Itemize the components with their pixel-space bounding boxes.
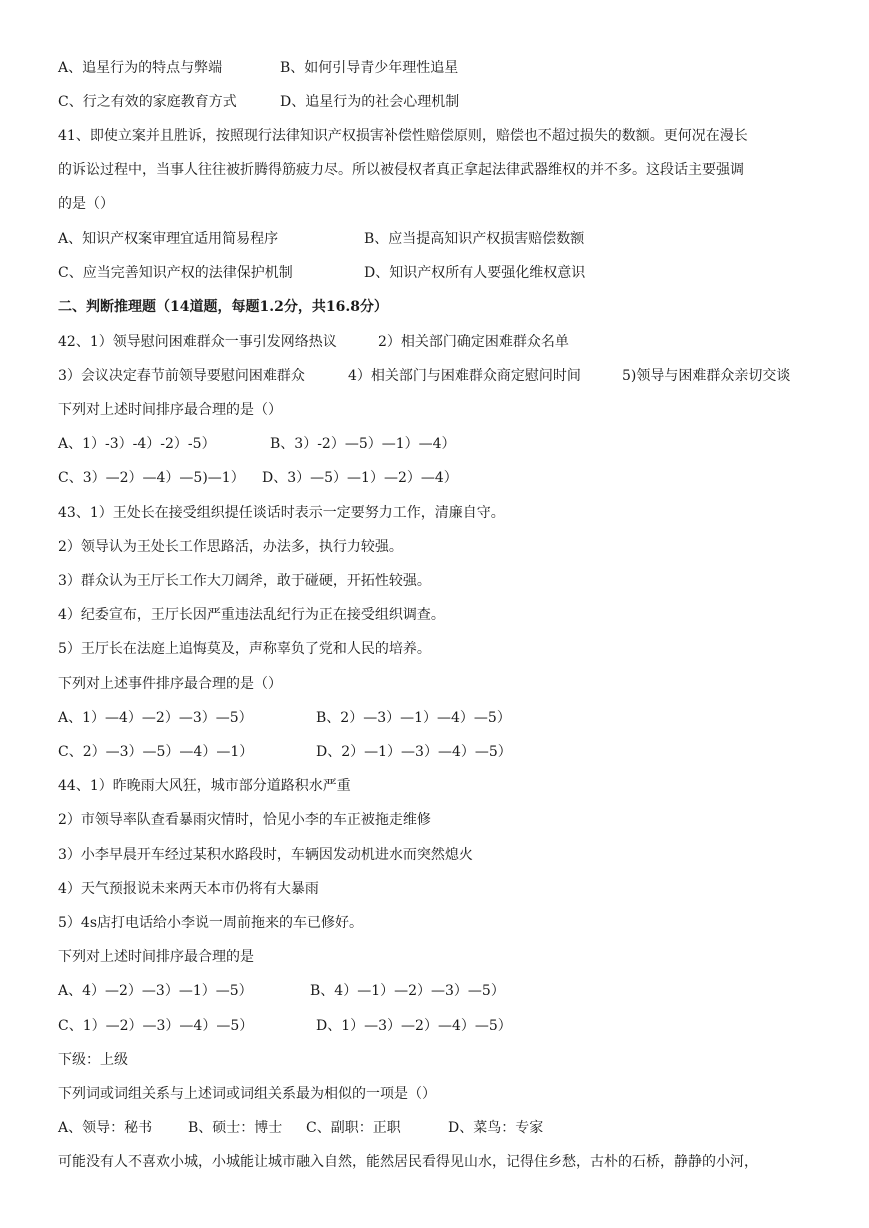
q42-line2a: 3）会议决定春节前领导要慰问困难群众 bbox=[58, 368, 305, 384]
q41-option-c: C、应当完善知识产权的法律保护机制 bbox=[58, 265, 293, 281]
q41-stem-line3: 的是（） bbox=[58, 196, 114, 212]
q43-statement-1: 43、1）王处长在接受组织提任谈话时表示一定要努力工作，清廉自守。 bbox=[58, 505, 505, 521]
q42-prompt: 下列对上述时间排序最合理的是（） bbox=[58, 402, 282, 418]
q42-option-b: B、3）-2）—5）—1）—4） bbox=[270, 436, 456, 452]
q45-option-d: D、菜鸟：专家 bbox=[448, 1120, 544, 1136]
q45-option-a: A、领导：秘书 bbox=[58, 1120, 153, 1136]
q45-word-pair: 下级：上级 bbox=[58, 1052, 128, 1068]
q43-option-a: A、1）—4）—2）—3）—5） bbox=[58, 710, 253, 726]
q45-option-b: B、硕士：博士 bbox=[188, 1120, 283, 1136]
q44-statement-1: 44、1）昨晚雨大风狂，城市部分道路积水严重 bbox=[58, 778, 351, 794]
q44-statement-3: 3）小李早晨开车经过某积水路段时，车辆因发动机进水而突然熄火 bbox=[58, 847, 473, 863]
q43-option-c: C、2）—3）—5）—4）—1） bbox=[58, 744, 254, 760]
q41-option-d: D、知识产权所有人要强化维权意识 bbox=[364, 265, 586, 281]
q42-line2b: 4）相关部门与困难群众商定慰问时间 bbox=[348, 368, 581, 384]
q43-option-d: D、2）—1）—3）—4）—5） bbox=[316, 744, 512, 760]
q45-option-c: C、副职：正职 bbox=[306, 1120, 401, 1136]
q44-statement-5: 5）4s店打电话给小李说一周前拖来的车已修好。 bbox=[58, 915, 363, 931]
q42-line1a: 42、1）领导慰问困难群众一事引发网络热议 bbox=[58, 334, 337, 350]
q41-option-a: A、知识产权案审理宜适用简易程序 bbox=[58, 231, 279, 247]
q45-prompt: 下列词或词组关系与上述词或词组关系最为相似的一项是（） bbox=[58, 1086, 436, 1102]
q41-option-b: B、应当提高知识产权损害赔偿数额 bbox=[364, 231, 585, 247]
q40-option-b: B、如何引导青少年理性追星 bbox=[280, 60, 459, 76]
q43-option-b: B、2）—3）—1）—4）—5） bbox=[316, 710, 511, 726]
q44-prompt: 下列对上述时间排序最合理的是 bbox=[58, 949, 254, 965]
q42-option-a: A、1）-3）-4）-2）-5） bbox=[58, 436, 216, 452]
q41-stem-line1: 41、即使立案并且胜诉，按照现行法律知识产权损害补偿性赔偿原则，赔偿也不超过损失的数额。更何况在漫长 bbox=[58, 128, 748, 144]
q44-option-b: B、4）—1）—2）—3）—5） bbox=[310, 983, 505, 999]
q43-statement-2: 2）领导认为王处长工作思路活，办法多，执行力较强。 bbox=[58, 539, 403, 555]
q44-statement-2: 2）市领导率队查看暴雨灾情时，恰见小李的车正被拖走维修 bbox=[58, 812, 431, 828]
q43-statement-4: 4）纪委宣布，王厅长因严重违法乱纪行为正在接受组织调查。 bbox=[58, 607, 445, 623]
q43-prompt: 下列对上述事件排序最合理的是（） bbox=[58, 676, 282, 692]
q42-line1b: 2）相关部门确定困难群众名单 bbox=[378, 334, 569, 350]
q40-option-c: C、行之有效的家庭教育方式 bbox=[58, 94, 237, 110]
q43-statement-5: 5）王厅长在法庭上追悔莫及，声称辜负了党和人民的培养。 bbox=[58, 641, 431, 657]
q40-option-d: D、追星行为的社会心理机制 bbox=[280, 94, 460, 110]
q44-option-d: D、1）—3）—2）—4）—5） bbox=[316, 1018, 512, 1034]
section-heading: 二、判断推理题（14道题，每题1.2分，共16.8分） bbox=[58, 299, 388, 315]
q44-statement-4: 4）天气预报说未来两天本市仍将有大暴雨 bbox=[58, 881, 319, 897]
q40-option-a: A、追星行为的特点与弊端 bbox=[58, 60, 223, 76]
q42-option-c: C、3）—2）—4）—5)—1） bbox=[58, 470, 245, 486]
q41-stem-line2: 的诉讼过程中，当事人往往被折腾得筋疲力尽。所以被侵权者真正拿起法律武器维权的并不多。这段话主要强调 bbox=[58, 162, 744, 178]
q44-option-c: C、1）—2）—3）—4）—5） bbox=[58, 1018, 254, 1034]
q44-option-a: A、4）—2）—3）—1）—5） bbox=[58, 983, 253, 999]
q43-statement-3: 3）群众认为王厅长工作大刀阔斧，敢于碰硬，开拓性较强。 bbox=[58, 573, 431, 589]
q42-line2c: 5)领导与困难群众亲切交谈 bbox=[622, 368, 791, 384]
q42-option-d: D、3）—5）—1）—2）—4） bbox=[262, 470, 458, 486]
q46-passage-start: 可能没有人不喜欢小城，小城能让城市融入自然，能然居民看得见山水，记得住乡愁，古朴的石桥，静静的小河， bbox=[58, 1154, 758, 1170]
